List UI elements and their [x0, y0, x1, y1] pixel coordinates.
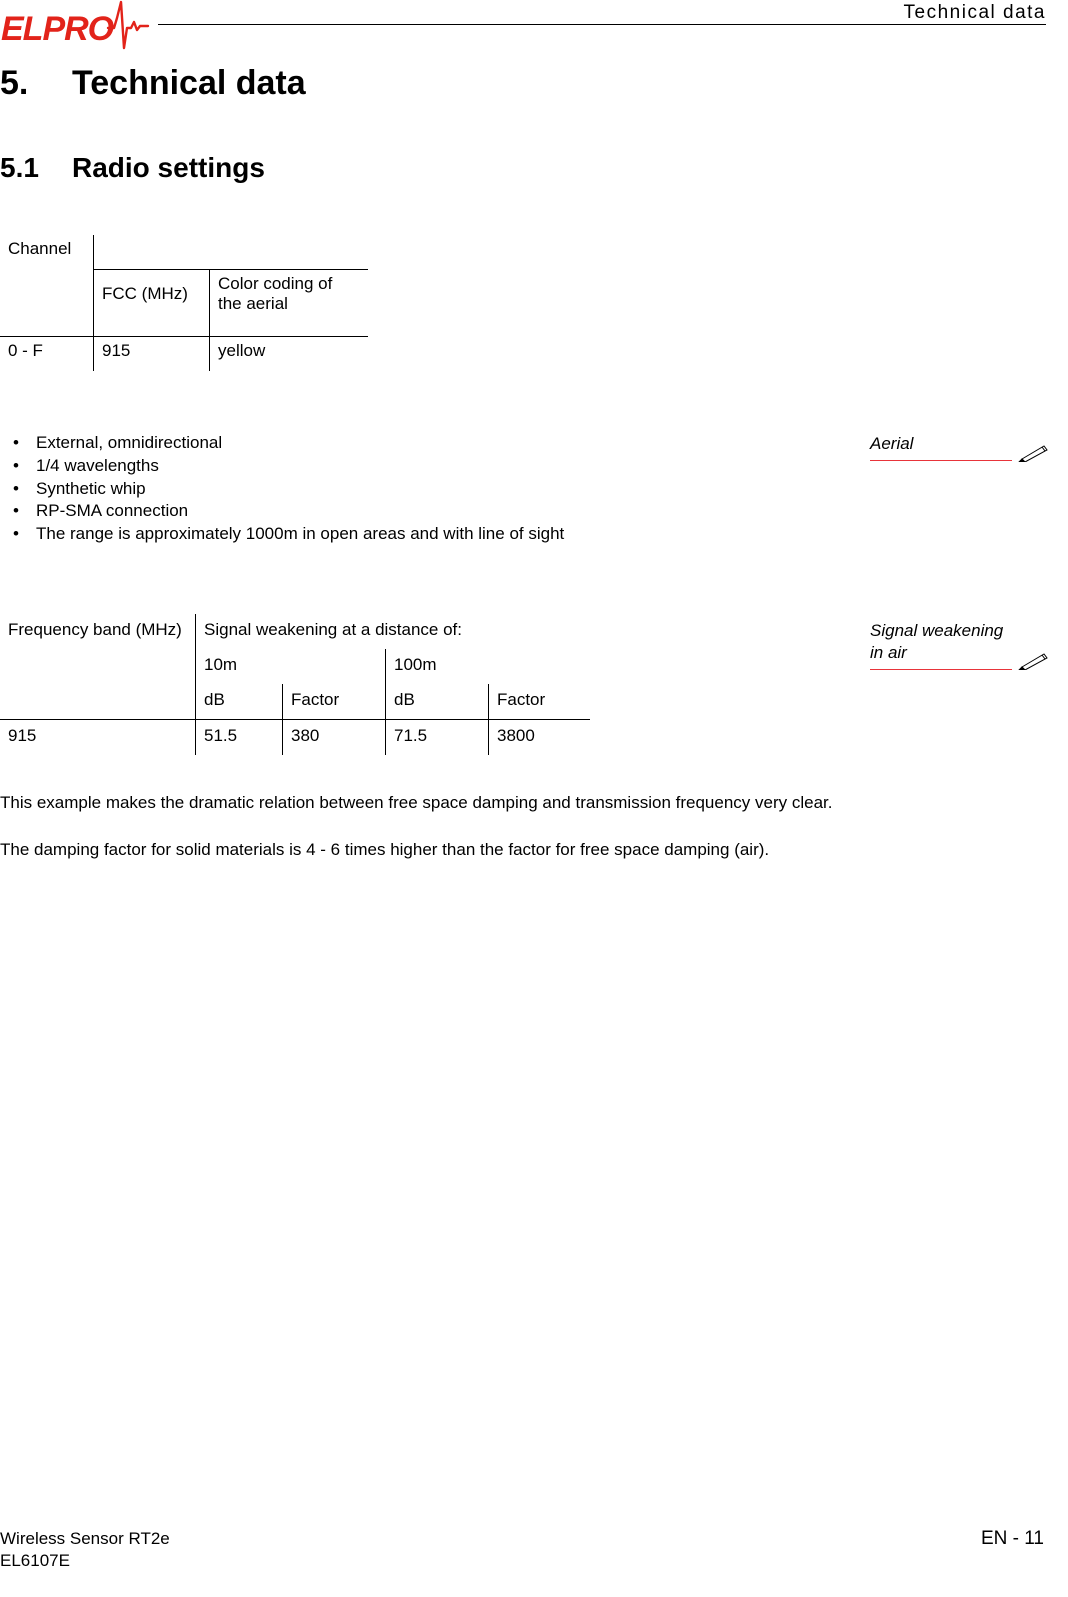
signal-weakening-header: Signal weakening at a distance of:: [196, 614, 591, 649]
paragraph: This example makes the dramatic relation between free space damping and transmission frequency very clear.: [0, 793, 833, 812]
logo-text: ELPRO: [1, 10, 114, 48]
radio-settings-table: [0, 235, 368, 371]
table-row: [0, 649, 590, 684]
fcc-header: FCC (MHz): [94, 270, 210, 337]
distance-100m-header: 100m: [386, 649, 591, 684]
empty-cell: [0, 270, 94, 337]
band-value: 915: [0, 720, 196, 756]
channel-value: 0 - F: [0, 337, 94, 372]
color-coding-header: Color coding of the aerial: [210, 270, 369, 337]
margin-note-rule: [870, 669, 1012, 670]
empty-cell: [0, 649, 196, 684]
unit-factor-100m: Factor: [489, 684, 591, 720]
aerial-feature-list: [0, 432, 564, 546]
empty-cell: [0, 684, 196, 720]
distance-10m-header: 10m: [196, 649, 386, 684]
channel-header: Channel: [8, 239, 72, 258]
unit-db-10m: dB: [196, 684, 283, 720]
empty-cell: [94, 235, 369, 270]
paragraph: The damping factor for solid materials is 4 - 6 times higher than the factor for free space damping (air).: [0, 840, 770, 859]
list-item: • The range is approximately 1000m in open areas and with line of sight: [0, 523, 564, 546]
header-rule: [158, 24, 1046, 25]
page-number: EN - 11: [980, 1528, 1044, 1549]
pencil-icon: [1018, 650, 1050, 670]
section-title: Radio settings: [72, 152, 265, 183]
table-row: [0, 270, 368, 337]
factor-10m-value: 380: [283, 720, 386, 756]
table-row: [0, 614, 590, 649]
color-value: yellow: [210, 337, 369, 372]
chapter-number: 5.: [0, 64, 29, 102]
unit-factor-10m: Factor: [283, 684, 386, 720]
db-10m-value: 51.5: [196, 720, 283, 756]
table-row: [0, 337, 368, 372]
margin-note-rule: [870, 460, 1012, 461]
signal-weakening-table: [0, 614, 590, 755]
db-100m-value: 71.5: [386, 720, 489, 756]
fcc-value: 915: [94, 337, 210, 372]
elpro-logo: [0, 0, 150, 52]
aerial-margin-note: Aerial: [870, 434, 914, 453]
list-item: • RP-SMA connection: [0, 500, 564, 523]
document-code: EL6107E: [0, 1551, 70, 1570]
margin-note-line: Signal weakening: [870, 621, 1004, 640]
list-item: • 1/4 wavelengths: [0, 455, 564, 478]
pencil-icon: [1018, 442, 1050, 462]
chapter-title: Technical data: [72, 64, 306, 102]
table-row: [0, 235, 368, 270]
list-item: • External, omnidirectional: [0, 432, 564, 455]
section-number: 5.1: [0, 152, 39, 183]
product-name: Wireless Sensor RT2e: [0, 1529, 170, 1548]
frequency-band-header: Frequency band (MHz): [8, 620, 182, 639]
running-header: Technical data: [903, 2, 1046, 23]
unit-db-100m: dB: [386, 684, 489, 720]
footer-product: [0, 1528, 170, 1572]
factor-100m-value: 3800: [489, 720, 591, 756]
table-row: [0, 720, 590, 756]
margin-note-line: in air: [870, 643, 907, 662]
list-item: • Synthetic whip: [0, 478, 564, 501]
table-row: [0, 684, 590, 720]
signal-weakening-margin-note: [870, 620, 1003, 664]
